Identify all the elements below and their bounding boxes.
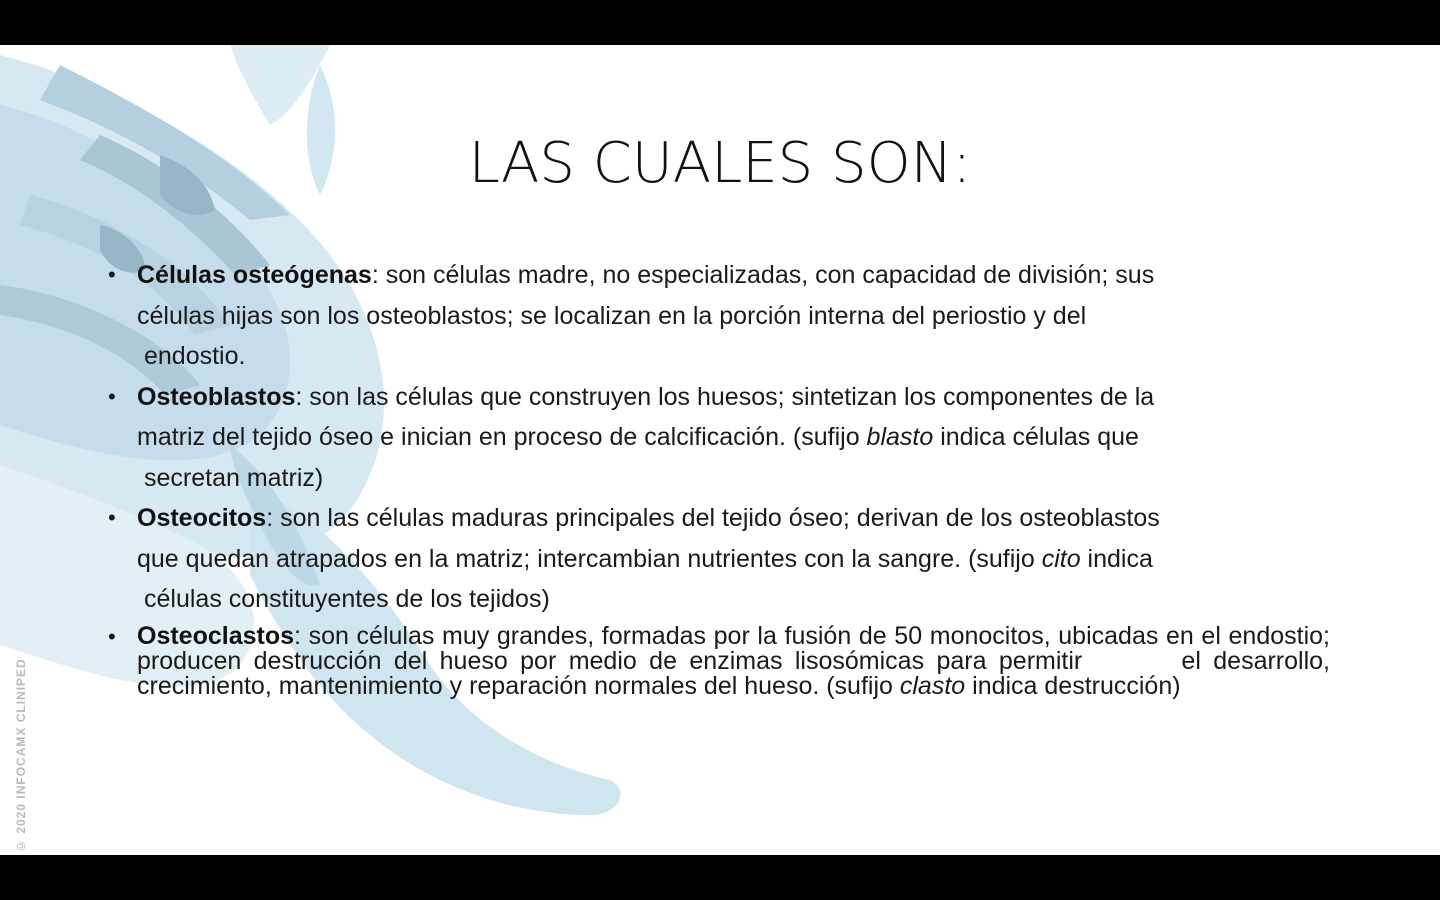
bullet-term: Osteoblastos (137, 382, 296, 411)
bullet-dot-icon: • (108, 262, 116, 287)
bullet-item-osteoclastos: • Osteoclastos: son células muy grandes, formadas por la fusión de 50 monocitos, ubicadas en el endostio; producen destrucción del hueso por medio de enzimas lisosómicas para permitir el desarrollo, crecimiento, mantenimiento y reparación normales del hueso. (sufijo clasto indica destrucción) (108, 621, 1330, 700)
bullet-dot-icon: • (108, 623, 116, 649)
bullet-dot-icon: • (108, 505, 116, 530)
bullet-dot-icon: • (108, 383, 116, 409)
bullet-term: Osteoclastos (137, 621, 295, 650)
letterbox-bottom (0, 855, 1440, 900)
letterbox-top (0, 0, 1440, 45)
bullet-list (108, 255, 1330, 699)
bullet-item-osteocitos: • Osteocitos: son las células maduras principales del tejido óseo; derivan de los osteoblastos que quedan atrapados en la matriz; intercambian nutrientes con la sangre. (sufijo cito indica células constituyentes de los tejidos) (108, 498, 1330, 620)
bullet-term: Células osteógenas (137, 261, 372, 289)
bullet-item-osteoblastos: • Osteoblastos: son las células que construyen los huesos; sintetizan los componentes de la matriz del tejido óseo e inician en proceso de calcificación. (sufijo blasto indica células que secretan matriz) (108, 377, 1330, 499)
bullet-term: Osteocitos (137, 504, 267, 532)
bullet-item-celulas-osteogenas: • Células osteógenas: son células madre, no especializadas, con capacidad de división; sus células hijas son los osteoblastos; se localizan en la porción interna del periostio y del endostio. (108, 255, 1330, 377)
slide (0, 45, 1440, 855)
copyright-notice: © 2020 INFOCAMX CLINIPED (14, 658, 28, 853)
slide-title: LAS CUALES SON: (468, 131, 972, 196)
